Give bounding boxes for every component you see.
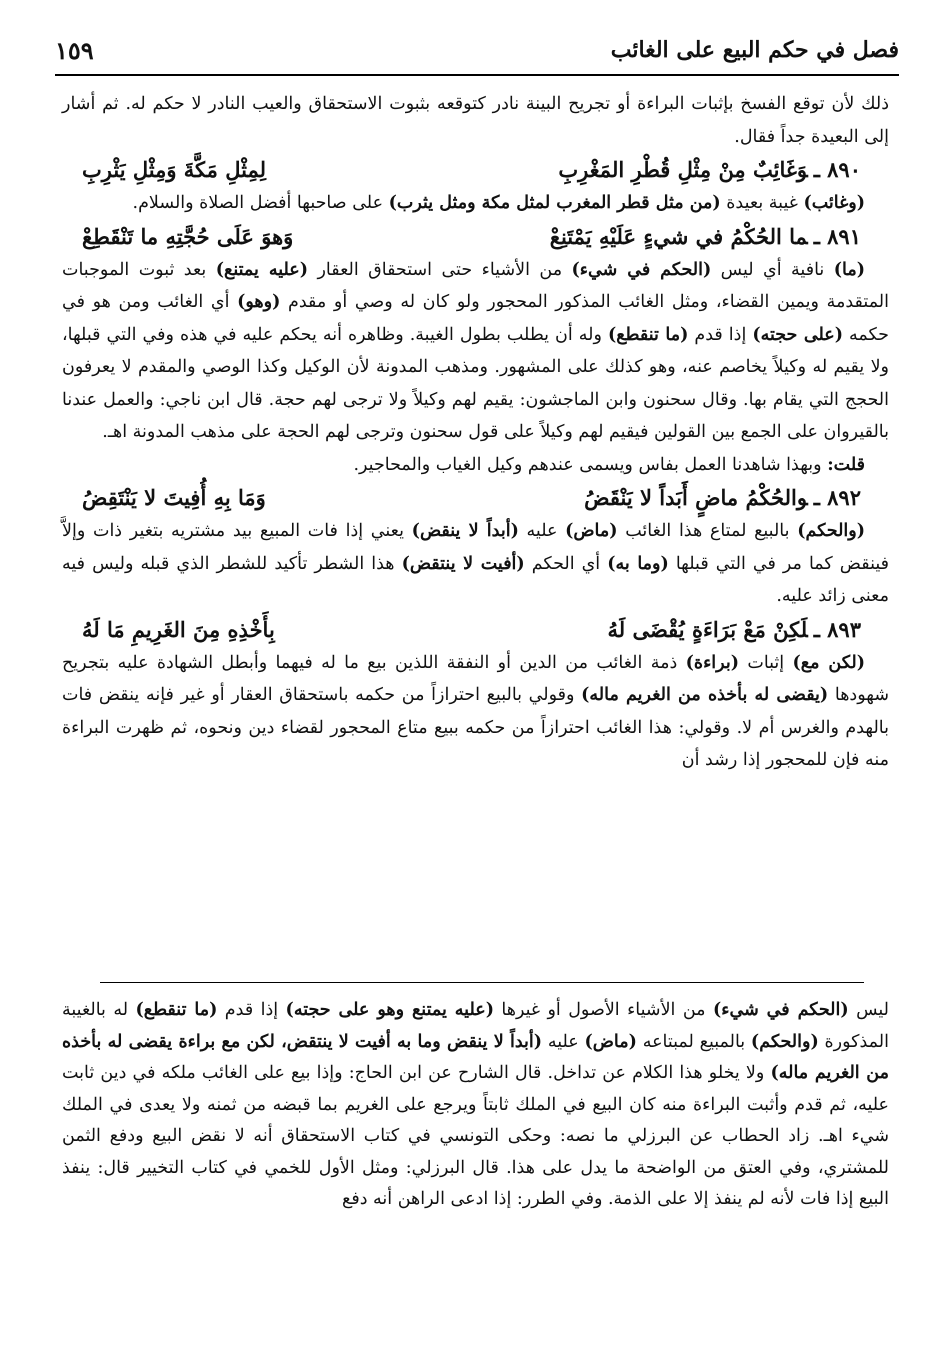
verse-number: ٨٩١ ـ <box>813 223 861 249</box>
verse-890 <box>62 153 889 187</box>
footnote-text <box>62 995 889 1216</box>
verse-893 <box>62 613 889 647</box>
footnote-paragraph: ليس (الحكم في شيء) من الأشياء الأصول أو غيرها (عليه يمتنع وهو على حجته) إذا قدم (ما تنقطع) له بالغيبة المذكورة (والحكم) بالمبيع لمبتاعه (ماض) عليه (أبداً لا ينقض وما به أفيت لا ينتقض، لكن مع براءة يقضى له بأخذه من الغريم ماله) ولا يخلو هذا الكلام عن تداخل. قال الشارح عن ابن الحاج: وإذا بيع على الغائب ملكه في دين ثابت عليه، ثم قدم وأثبت البراءة منه كان البيع في الملك ثابتاً ويرجع على الغريم بما قبضه من ثمنه ولا يعدى في الملك شيء اهـ. زاد الحطاب عن البرزلي ما نصه: وحكى التونسي في كتاب الاستحقاق أنه لا نقض البيع ودفع الثمن للمشتري، وفي العتق من الواضحة ما يدل على هذا. قال البرزلي: ومثل الأول للخمي في كتاب التخيير قال: ينفذ البيع إذا فات لأنه لم ينفذ إلا على الذمة. وفي الطرر: إذا ادعى الراهن أنه دفع <box>62 1000 889 1209</box>
running-title: فصل في حكم البيع على الغائب <box>610 37 899 63</box>
page-number: ١٥٩ <box>55 35 94 65</box>
commentary-890: (وغائب) غيبة بعيدة (من مثل قطر المغرب لمثل مكة ومثل يثرب) على صاحبها أفضل الصلاة والسلام. <box>132 193 865 213</box>
verse-hemistich-2: بِأَخْذِهِ مِنَ الغَرِيمِ مَا لَهُ <box>82 616 275 642</box>
verse-891 <box>62 220 889 254</box>
commentary-892: (والحكم) بالبيع لمتاع هذا الغائب (ماض) عليه (أبداً لا ينقض) يعني إذا فات المبيع بيد مشتريه بتغير ذات وإلاَّ فينقض كما مر في التي قبلها (وما به) أي الحكم (أفيت لا ينتقض) هذا الشطر تأكيد للشطر الذي قبله وليس فيه معنى زائد عليه. <box>62 521 889 606</box>
verse-number: ٨٩٢ ـ <box>813 485 861 510</box>
paragraph: ذلك لأن توقع الفسخ بإثبات البراءة أو تجريح البينة نادر كتوقعه بثبوت الاستحقاق والعيب النادر لا حكم له. ثم أشار إلى البعيدة جداً فقال. <box>62 94 889 147</box>
footnote-rule <box>100 982 864 983</box>
verse-hemistich-1: والحُكْمُ ماضٍ أَبَداً لا يَنْقَضُ <box>584 485 808 510</box>
verse-hemistich-2: وَمَا بِهِ أُفِيتَ لا يَنْتَقِضُ <box>82 485 266 510</box>
page-header <box>55 28 899 72</box>
qult-paragraph: قلت: وبهذا شاهدنا العمل بفاس ويسمى عندهم وكيل الغياب والمحاجير. <box>353 454 865 475</box>
commentary-893: (لكن مع) إثبات (براءة) ذمة الغائب من الدين أو النفقة اللذين بيع ما له فيهما وأبطل الشهادة عليه بتجريح شهودها (يقضى له بأخذه من الغريم ماله) وقولي بالبيع احترازاً من حكمه باستحقاق العقار أو غير فإنه ينقض فات بالهدم والغرس أم لا. وقولي: هذا الغائب احترازاً من حكمه ببيع متاع المحجور لقضاء دين ونحوه، ثم ظهرت البراءة منه فإن للمحجور إذا رشد أن <box>62 652 889 770</box>
verse-hemistich-2: وَهوَ عَلَى حُجَّتِهِ ما تَنْقَطِعْ <box>82 223 294 249</box>
verse-hemistich-1: ما الحُكْمُ في شيءٍ عَلَيْهِ يَمْتَنِعْ <box>549 223 808 249</box>
commentary-891: (ما) نافية أي ليس (الحكم في شيء) من الأشياء حتى استحقاق العقار (عليه يمتنع) بعد ثبوت الموجبات المتقدمة ويمين القضاء، ومثل الغائب المذكور المحجور ولو كان له وصي أو مقدم (وهو) أي الغائب ومن هو في حكمه (على حجته) إذا قدم (ما تنقطع) وله أن يطلب بطول الغيبة. وظاهره أنه يحكم عليه في هذه وفي التي قبلها، ولا يقيم له وكيلاً يخاصم عنه، وهو كذلك على المشهور. ومذهب المدونة لأن الوكيل وكذا الوصي والمقدم لا يعرفون الحجج التي يقام بها. وقال سحنون وابن الماجشون: يقيم لهم وكيلاً ولا ترجى لهم حجة. قال ابن ناجي: والعمل عندنا بالقيروان على الجمع بين القولين فيقيم لهم وكيلاً على قول سحنون وترجى لهم الحجة على مذهب المدونة اهـ. <box>62 259 890 442</box>
verse-hemistich-2: لِمِثْلِ مَكَّةَ وَمِثْلِ يَثْرِبِ <box>82 157 266 182</box>
header-rule <box>55 74 899 76</box>
verse-hemistich-1: وَغَائِبٌ مِنْ مِثْلِ قُطْرِ المَغْرِبِ <box>558 157 808 182</box>
verse-hemistich-1: لَكِنْ مَعْ بَرَاءَةٍ يُقْضَى لَهُ <box>607 616 808 642</box>
verse-number: ٨٩٠ ـ <box>813 157 861 182</box>
verse-892 <box>62 481 889 515</box>
main-text <box>62 88 889 777</box>
verse-number: ٨٩٣ ـ <box>813 616 861 642</box>
